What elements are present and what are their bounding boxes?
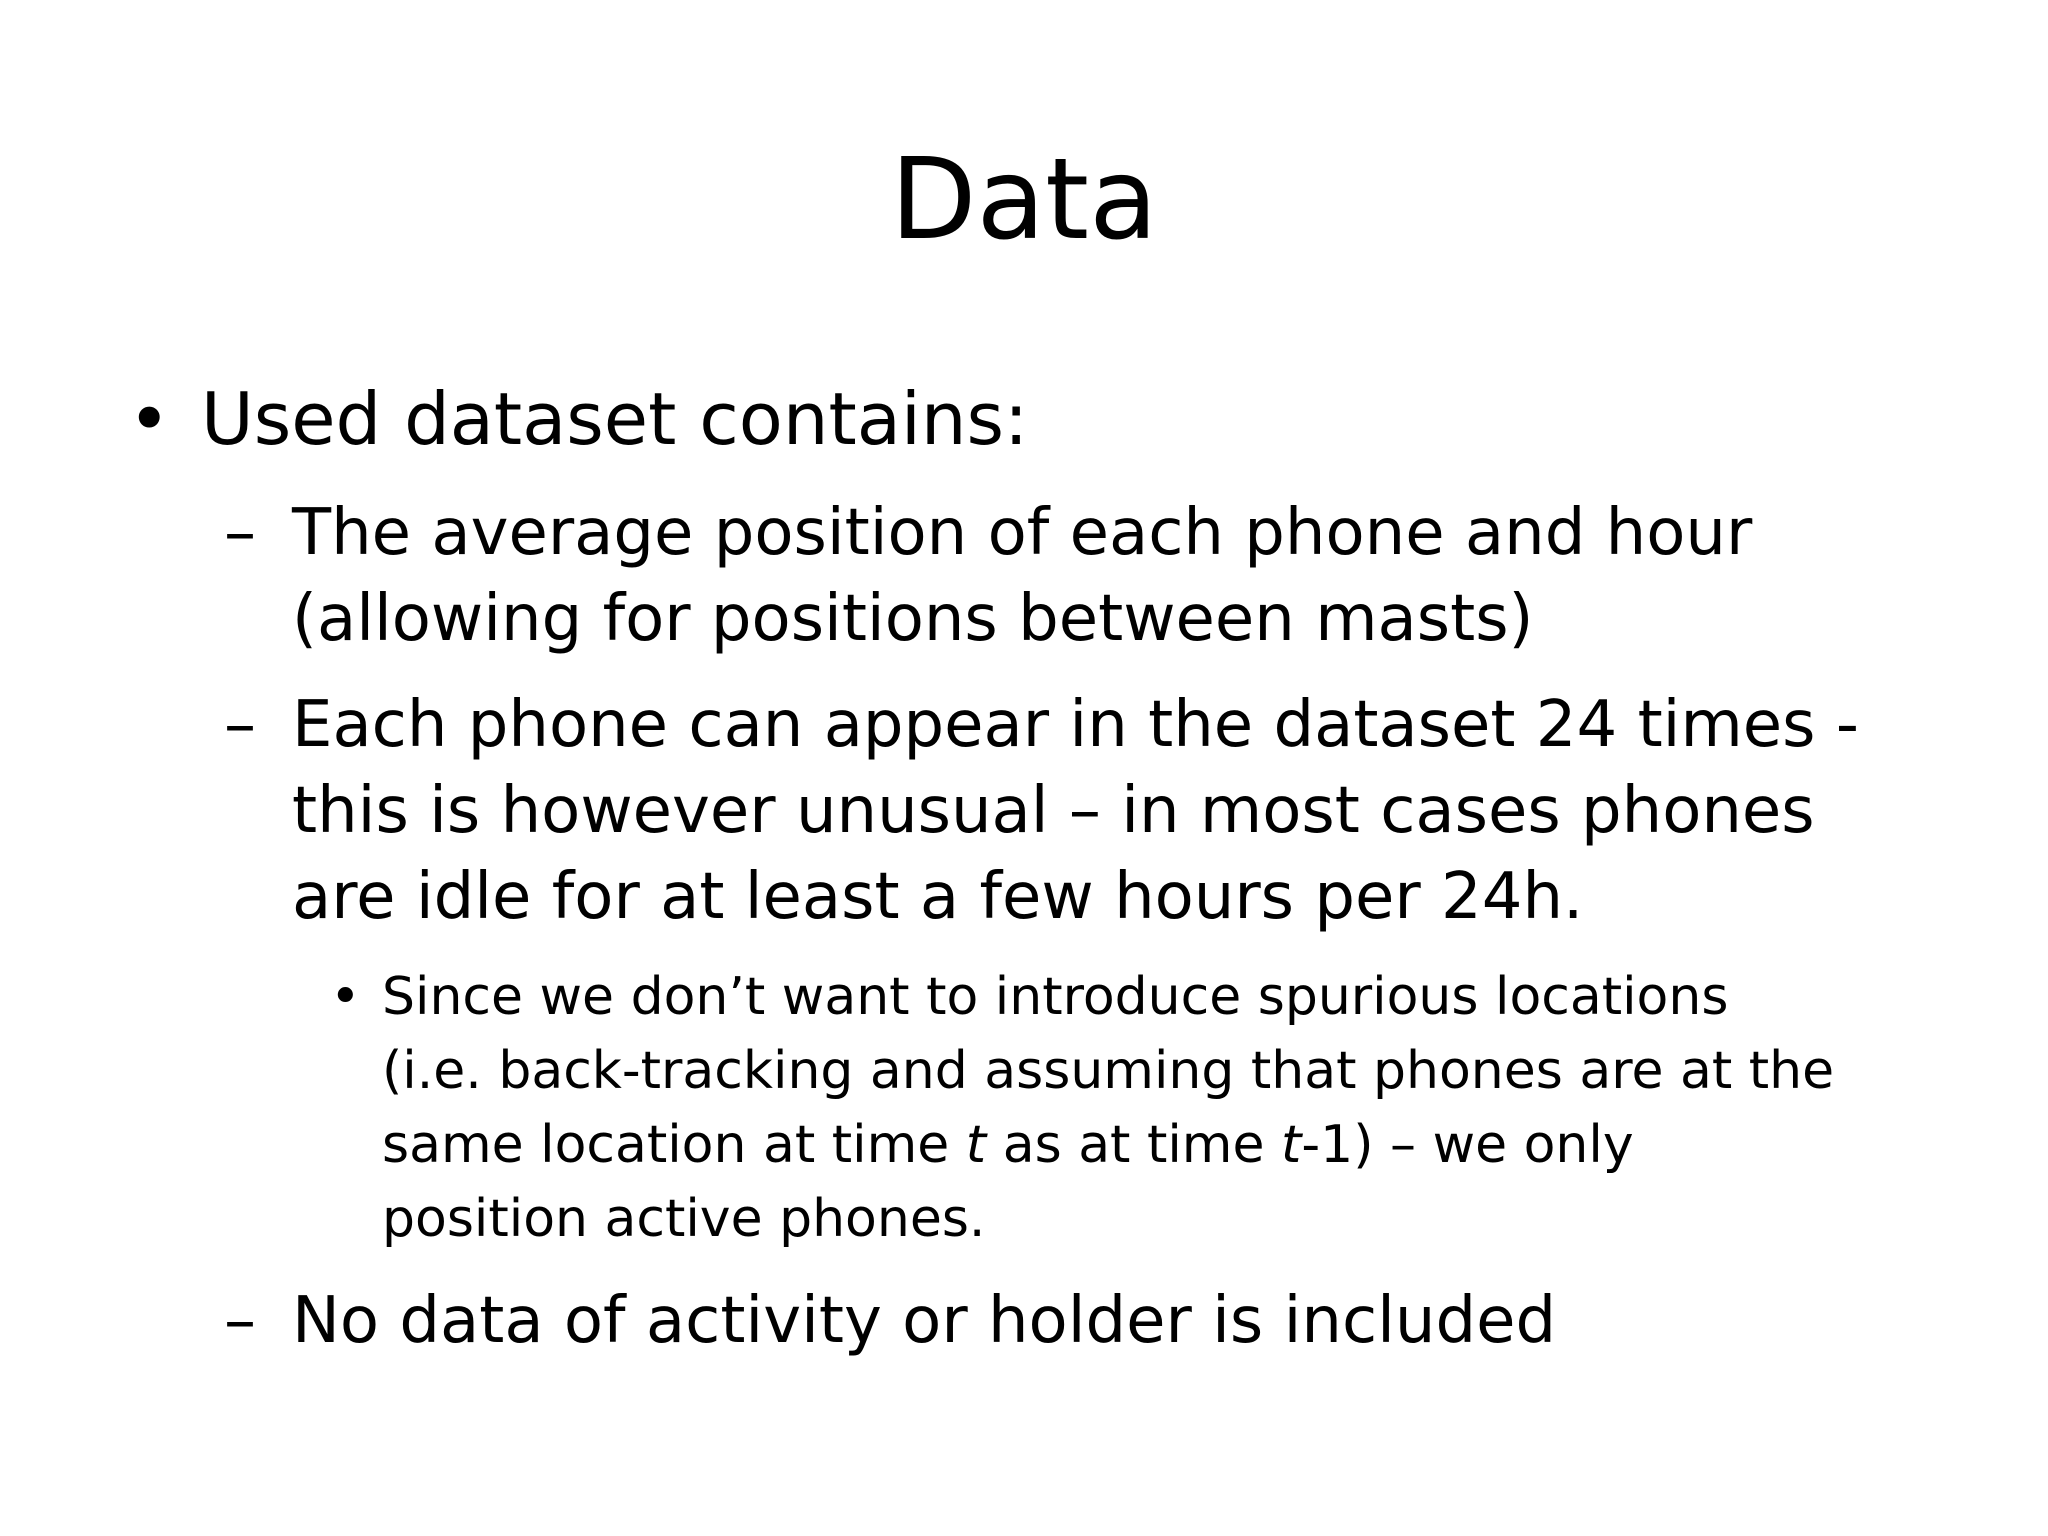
bullet-marker: •: [128, 377, 171, 461]
sub-item-line: (allowing for positions between masts): [292, 582, 1534, 656]
sub-sub-item-line: Since we don’t want to introduce spurious locations: [382, 967, 1729, 1027]
sub-item-line: this is however unusual – in most cases phones: [292, 774, 1815, 848]
sub-sub-item-line: same location at time t as at time t-1) – we only: [382, 1115, 1634, 1175]
sub-item-text: [292, 1278, 1892, 1364]
dash-marker: –: [224, 688, 256, 762]
slide-title: Data: [890, 135, 1158, 265]
dash-marker: –: [224, 1284, 256, 1358]
sub-item-text: [292, 682, 1892, 940]
sub-sub-item-line: (i.e. back-tracking and assuming that phones are at the: [382, 1041, 1835, 1101]
bullet-text: Used dataset contains:: [201, 377, 1029, 461]
sub-item-line: are idle for at least a few hours per 24h.: [292, 860, 1584, 934]
sub-sub-item-text: [382, 960, 1942, 1256]
dash-marker: –: [224, 496, 256, 570]
sub-item-line: Each phone can appear in the dataset 24 times -: [292, 688, 1859, 762]
sub-item-line: The average position of each phone and hour: [292, 496, 1753, 570]
italic-t: t: [965, 1115, 987, 1175]
sub-item-text: [292, 490, 1892, 662]
sub-item-line: No data of activity or holder is included: [292, 1284, 1557, 1358]
italic-t: t: [1280, 1115, 1302, 1175]
bullet-marker: •: [330, 967, 361, 1027]
sub-sub-item-line: position active phones.: [382, 1189, 986, 1249]
